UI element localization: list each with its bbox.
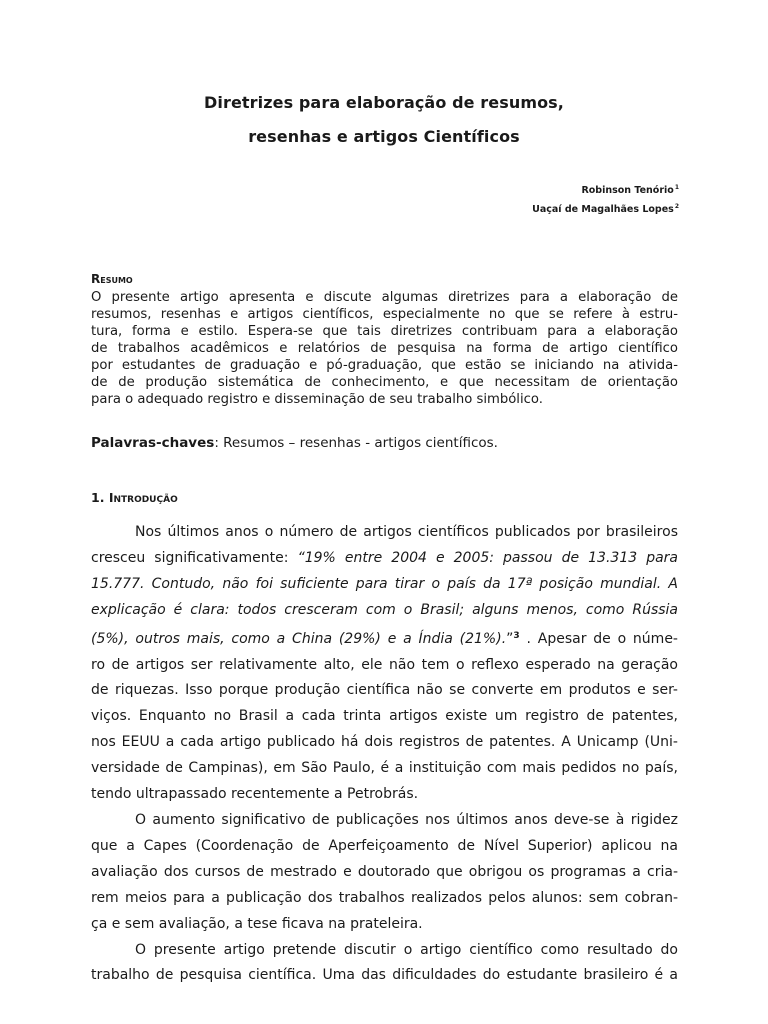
footnote-mark: 3 xyxy=(513,630,520,641)
paragraph-line: O aumento significativo de publicações nos últimos anos deve-se à rigidez xyxy=(135,811,678,828)
section-title: Introdução xyxy=(108,490,178,505)
abstract-line: resumos, resenhas e artigos científicos, especialmente no que se refere à estru- xyxy=(91,307,678,322)
quote-span: “19% entre 2004 e 2005: passou de 13.313 para xyxy=(297,549,678,566)
abstract-line: por estudantes de graduação e pó-graduação, que estão se iniciando na ativida- xyxy=(91,358,678,373)
paragraph-line: ro de artigos ser relativamente alto, ele não tem o reflexo esperado na geração xyxy=(91,656,678,673)
text-span: . Apesar de o núme- xyxy=(519,630,678,647)
title-line-1: Diretrizes para elaboração de resumos, xyxy=(203,93,564,112)
paragraph-line: trabalho de pesquisa científica. Uma das dificuldades do estudante brasileiro é a xyxy=(91,967,678,984)
abstract-line: tura, forma e estilo. Espera-se que tais diretrizes contribuam para a elaboração xyxy=(91,324,678,339)
abstract-line: de de produção sistemática de conhecimento, e que necessitam de orientação xyxy=(91,375,678,390)
section-heading xyxy=(91,490,178,505)
paragraph-line xyxy=(91,624,678,653)
body-text xyxy=(91,520,678,989)
title-line-2: resenhas e artigos Científicos xyxy=(248,127,520,146)
author-name: Robinson Tenório xyxy=(581,185,674,196)
quote-span: (5%), outros mais, como a China (29%) e a Índia (21%). xyxy=(91,630,507,647)
paragraph-line: ça e sem avaliação, a tese ficava na prateleira. xyxy=(91,915,423,932)
quote-span: explicação é clara: todos cresceram com o Brasil; alguns menos, como Rússia xyxy=(91,601,678,618)
paragraph-line xyxy=(91,572,678,598)
keywords xyxy=(91,435,498,451)
abstract-heading: Resumo xyxy=(91,272,133,286)
author-name: Uaçaí de Magalhães Lopes xyxy=(532,204,674,215)
author-footnote-mark: 1 xyxy=(674,184,679,191)
quote-close: ” xyxy=(506,630,514,647)
paragraph-line: avaliação dos cursos de mestrado e doutorado que obrigou os programas a cria- xyxy=(91,863,678,880)
paragraph-line: viços. Enquanto no Brasil a cada trinta artigos existe um registro de patentes, xyxy=(91,708,678,725)
paragraph-line: O presente artigo pretende discutir o artigo científico como resultado do xyxy=(135,941,678,958)
paragraph-line: que a Capes (Coordenação de Aperfeiçoamento de Nível Superior) aplicou na xyxy=(91,837,678,854)
author-1 xyxy=(581,184,679,196)
text-span: cresceu significativamente: xyxy=(91,549,298,566)
paragraph-line: de riquezas. Isso porque produção científica não se converte em produtos e ser- xyxy=(91,682,678,699)
paragraph-line: versidade de Campinas), em São Paulo, é a instituição com mais pedidos no país, xyxy=(91,760,678,777)
keywords-text: : Resumos – resenhas - artigos científicos. xyxy=(214,435,498,451)
paragraph-line: rem meios para a publicação dos trabalhos realizados pelos alunos: sem cobran- xyxy=(91,889,678,906)
paragraph-line xyxy=(91,598,678,624)
paragraph-line: nos EEUU a cada artigo publicado há dois registros de patentes. A Unicamp (Uni- xyxy=(91,734,678,751)
paragraph-line xyxy=(91,546,678,572)
abstract-line: O presente artigo apresenta e discute algumas diretrizes para a elaboração de xyxy=(91,290,678,305)
abstract-line: para o adequado registro e disseminação de seu trabalho simbólico. xyxy=(91,392,543,407)
quote-span: 15.777. Contudo, não foi suficiente para tirar o país da 17ª posição mundial. A xyxy=(91,575,678,592)
paragraph-line: tendo ultrapassado recentemente a Petrobrás. xyxy=(91,786,419,803)
abstract-line: de trabalhos acadêmicos e relatórios de pesquisa na forma de artigo científico xyxy=(91,341,678,356)
abstract-body xyxy=(91,289,678,408)
keywords-label: Palavras-chaves xyxy=(91,435,215,451)
author-footnote-mark: 2 xyxy=(674,203,679,210)
author-2 xyxy=(532,203,679,215)
paragraph-line: Nos últimos anos o número de artigos científicos publicados por brasileiros xyxy=(135,524,678,540)
section-number: 1. xyxy=(91,490,105,505)
